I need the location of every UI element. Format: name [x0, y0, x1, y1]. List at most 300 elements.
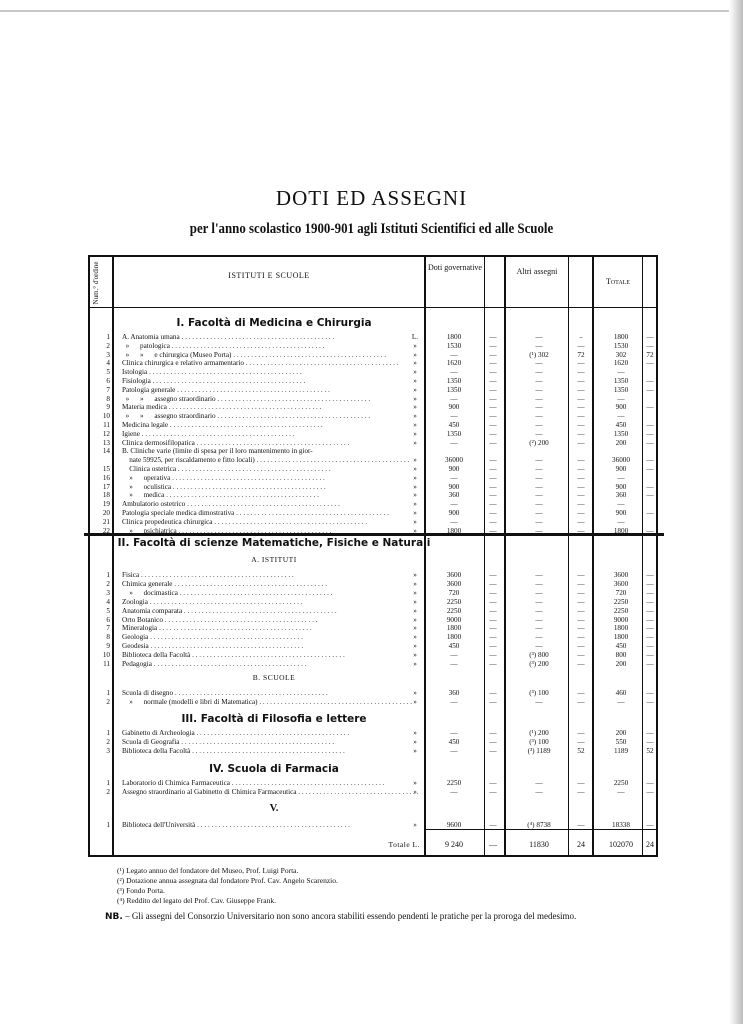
- totale-cents: —: [646, 729, 654, 737]
- altri-value: —: [535, 465, 543, 473]
- doti-cents: —: [489, 588, 497, 597]
- currency-mark: »: [413, 787, 417, 796]
- altri-value: —: [535, 403, 543, 412]
- row-number: 1: [106, 729, 110, 737]
- doti-cents: —: [489, 633, 497, 642]
- doti-cents: —: [489, 660, 497, 668]
- doti-cents: —: [489, 597, 497, 606]
- altri-value: —: [535, 615, 543, 624]
- doti-value: 1800: [446, 633, 462, 642]
- doti-cents: —: [489, 385, 497, 394]
- altri-value: —: [535, 509, 543, 517]
- row-number: 6: [106, 615, 110, 624]
- doti-value: 3600: [446, 571, 462, 579]
- altri-value: —: [535, 377, 543, 385]
- page-title: DOTI ED ASSEGNI: [275, 186, 468, 210]
- doti-value: 9600: [446, 821, 462, 829]
- table-row: [90, 368, 656, 376]
- section-title: III. Facoltà di Filosofia e lettere: [181, 713, 367, 725]
- altri-value: —: [535, 412, 543, 421]
- doti-cents: —: [489, 651, 497, 660]
- row-number: 6: [106, 377, 110, 385]
- row-label: » medica . . .: [122, 491, 418, 499]
- currency-mark: »: [413, 746, 417, 755]
- table-row: [90, 660, 656, 668]
- row-label: Geodesia . . .: [122, 642, 418, 650]
- doti-cents: —: [489, 624, 497, 633]
- row-label: Biblioteca della Facoltà . . .: [122, 651, 418, 659]
- scan-top-edge: [0, 10, 743, 12]
- row-label: A. Anatomia umana . . .: [122, 333, 418, 341]
- totale-cents: —: [646, 697, 654, 706]
- currency-mark: »: [413, 509, 417, 517]
- totale-cents: —: [646, 588, 654, 597]
- totale-value: 450: [615, 421, 627, 429]
- total-altri-cents: 24: [577, 840, 585, 849]
- table-row: [90, 571, 656, 579]
- totale-value: —: [617, 787, 625, 796]
- table-row: [90, 689, 656, 697]
- row-label: Scuola di disegno . . .: [122, 689, 418, 697]
- row-number: 1: [106, 779, 110, 787]
- row-number: 17: [102, 482, 110, 491]
- doti-value: —: [450, 394, 458, 403]
- row-label: Assegno straordinario al Gabinetto di Chimica Farmaceutica . . .: [122, 788, 418, 796]
- table-row: [90, 351, 656, 359]
- totale-cents: —: [646, 737, 654, 746]
- currency-mark: »: [413, 697, 417, 706]
- currency-mark: »: [413, 517, 417, 526]
- footnote: (³) Fondo Porta.: [117, 886, 165, 895]
- row-number: 1: [106, 333, 110, 341]
- totale-cents: —: [646, 606, 654, 615]
- currency-mark: »: [413, 526, 417, 535]
- table-row: [90, 465, 656, 473]
- currency-mark: »: [413, 689, 417, 697]
- totale-value: 360: [615, 491, 627, 500]
- row-label: Geologia . . .: [122, 633, 418, 641]
- altri-cents: —: [577, 597, 585, 606]
- row-label: Biblioteca dell'Università . . .: [122, 821, 418, 829]
- doti-cents: —: [489, 606, 497, 615]
- doti-cents: —: [489, 421, 497, 429]
- doti-value: 1530: [446, 341, 462, 350]
- doti-cents: —: [489, 377, 497, 385]
- totale-value: 1530: [613, 341, 629, 350]
- doti-value: 450: [448, 737, 460, 746]
- totale-cents: —: [646, 341, 654, 350]
- currency-mark: »: [413, 403, 417, 412]
- nota-bene: [105, 910, 657, 923]
- row-number: 19: [102, 500, 110, 509]
- altri-value: (³) 1189: [527, 746, 551, 755]
- totale-cents: —: [646, 642, 654, 651]
- subsection-title: A. ISTITUTI: [251, 555, 297, 564]
- totale-value: 1800: [613, 333, 629, 341]
- doti-value: —: [450, 651, 458, 660]
- table-row: [90, 421, 656, 429]
- altri-cents: —: [577, 438, 585, 447]
- doti-value: 1800: [446, 624, 462, 633]
- doti-value: —: [450, 500, 458, 509]
- totale-cents: —: [646, 491, 654, 500]
- altri-cents: —: [577, 526, 585, 535]
- altri-cents: —: [577, 394, 585, 403]
- doti-value: —: [450, 746, 458, 755]
- header-totale: Totale: [605, 277, 631, 286]
- totale-value: 1350: [613, 377, 629, 385]
- table-row: [90, 509, 656, 517]
- currency-mark: »: [413, 350, 417, 359]
- row-number: 14: [102, 447, 110, 456]
- total-totale-cents: 24: [646, 840, 654, 849]
- currency-mark: »: [413, 500, 417, 509]
- doti-cents: —: [489, 579, 497, 588]
- doti-value: 1350: [446, 385, 462, 394]
- totale-value: 1350: [613, 429, 629, 438]
- row-label: Zoologia . . .: [122, 598, 418, 606]
- doti-value: —: [450, 412, 458, 421]
- totale-value: 900: [615, 482, 627, 491]
- currency-mark: »: [413, 642, 417, 651]
- currency-mark: »: [413, 421, 417, 429]
- totale-value: 1800: [613, 633, 629, 642]
- doti-cents: —: [489, 456, 497, 465]
- table-row: [90, 447, 656, 455]
- table-row: [90, 729, 656, 737]
- currency-mark: »: [413, 737, 417, 746]
- table-row: [90, 483, 656, 491]
- table-row: [90, 439, 656, 447]
- totale-cents: —: [646, 333, 654, 341]
- totale-value: 302: [615, 350, 627, 359]
- doti-value: 1620: [446, 359, 462, 368]
- row-number: 3: [106, 588, 110, 597]
- row-label: Anatomia comparata . . .: [122, 607, 418, 615]
- doti-value: 3600: [446, 579, 462, 588]
- doti-value: 36000: [445, 456, 463, 465]
- altri-cents: —: [577, 359, 585, 368]
- altri-value: (³) 800: [529, 651, 549, 660]
- footnote: (⁴) Reddito del legato del Prof. Cav. Giuseppe Frank.: [117, 896, 276, 905]
- table-row: [90, 430, 656, 438]
- totale-cents: —: [646, 633, 654, 642]
- row-number: 2: [106, 697, 110, 706]
- table-row: [90, 580, 656, 588]
- doti-value: 720: [448, 588, 460, 597]
- doti-cents: —: [489, 465, 497, 473]
- currency-mark: »: [413, 429, 417, 438]
- doti-value: —: [450, 787, 458, 796]
- altri-value: —: [535, 526, 543, 535]
- altri-cents: —: [577, 660, 585, 668]
- altri-cents: —: [577, 517, 585, 526]
- totale-cents: —: [646, 779, 654, 787]
- totale-cents: —: [646, 359, 654, 368]
- row-number: 11: [103, 421, 110, 429]
- totale-value: 800: [615, 651, 627, 660]
- altri-value: —: [535, 482, 543, 491]
- currency-mark: »: [413, 571, 417, 579]
- altri-value: —: [535, 341, 543, 350]
- altri-cents: —: [577, 821, 585, 829]
- row-label: Fisica . . .: [122, 571, 418, 579]
- doti-value: 900: [448, 509, 460, 517]
- totale-cents: —: [646, 377, 654, 385]
- doti-cents: —: [489, 438, 497, 447]
- doti-value: 2250: [446, 606, 462, 615]
- footnote: (²) Dotazione annua assegnata dal fondatore Prof. Cav. Angelo Scarenzio.: [117, 876, 338, 885]
- row-label: nate 59925, per riscaldamento e fitto locali) . . .: [122, 456, 418, 464]
- nb-text: – Gli assegni del Consorzio Universitario non sono ancora stabiliti essendo pendenti le pratiche per la proroga del medesimo.: [125, 911, 577, 921]
- table-row: [90, 589, 656, 597]
- doti-value: 2250: [446, 597, 462, 606]
- doti-cents: —: [489, 359, 497, 368]
- doti-value: 360: [448, 491, 460, 500]
- row-label: Chimica generale . . .: [122, 580, 418, 588]
- totale-value: —: [617, 368, 625, 377]
- row-number: 5: [106, 606, 110, 615]
- doti-value: 450: [448, 642, 460, 651]
- totale-cents: —: [646, 403, 654, 412]
- altri-value: —: [535, 421, 543, 429]
- altri-value: (³) 100: [529, 737, 549, 746]
- currency-mark: »: [413, 579, 417, 588]
- altri-value: —: [535, 642, 543, 651]
- row-label: Igiene . . .: [122, 430, 418, 438]
- currency-mark: »: [413, 651, 417, 660]
- totale-value: 1350: [613, 385, 629, 394]
- doti-cents: —: [489, 571, 497, 579]
- altri-value: —: [535, 606, 543, 615]
- altri-cents: —: [577, 421, 585, 429]
- table-row: [90, 651, 656, 659]
- row-number: 18: [102, 491, 110, 500]
- currency-mark: »: [413, 482, 417, 491]
- doti-value: 9000: [446, 615, 462, 624]
- totale-value: 1189: [613, 746, 629, 755]
- doti-cents: —: [489, 333, 497, 341]
- totale-value: 900: [615, 509, 627, 517]
- currency-mark: »: [413, 385, 417, 394]
- totale-value: 1800: [613, 624, 629, 633]
- row-label: Mineralogia . . .: [122, 624, 418, 632]
- doti-value: —: [450, 350, 458, 359]
- totale-value: —: [617, 473, 625, 482]
- currency-mark: »: [413, 779, 417, 787]
- row-label: Pedagogia . . .: [122, 660, 418, 668]
- totale-value: 2250: [613, 779, 629, 787]
- altri-cents: —: [577, 779, 585, 787]
- totale-value: —: [617, 394, 625, 403]
- doti-cents: —: [489, 642, 497, 651]
- currency-mark: »: [413, 624, 417, 633]
- altri-cents: —: [577, 491, 585, 500]
- table-row: [90, 359, 656, 367]
- doti-value: —: [450, 517, 458, 526]
- doti-value: —: [450, 697, 458, 706]
- row-label: Scuola di Geografia . . .: [122, 738, 418, 746]
- row-number: 7: [106, 385, 110, 394]
- doti-value: 1800: [446, 526, 462, 535]
- currency-mark: »: [413, 377, 417, 385]
- row-label: » operativa . . .: [122, 474, 418, 482]
- currency-mark: »: [413, 456, 417, 465]
- section-title: I. Facoltà di Medicina e Chirurgia: [176, 317, 372, 329]
- totale-cents: —: [646, 429, 654, 438]
- altri-cents: —: [577, 588, 585, 597]
- row-label: » docimastica . . .: [122, 589, 418, 597]
- altri-cents: —: [577, 385, 585, 394]
- doti-cents: —: [489, 394, 497, 403]
- row-label: » normale (modelli e libri di Matematica) . . .: [122, 698, 418, 706]
- doti-cents: —: [489, 473, 497, 482]
- doti-cents: —: [489, 746, 497, 755]
- row-label: » » assegno straordinario . . .: [122, 412, 418, 420]
- row-label: Gabinetto di Archeologia . . .: [122, 729, 418, 737]
- doti-value: 1350: [446, 377, 462, 385]
- row-label: » » assegno straordinario . . .: [122, 395, 418, 403]
- totale-value: 200: [615, 660, 627, 668]
- altri-value: —: [535, 579, 543, 588]
- altri-cents: —: [577, 429, 585, 438]
- subsection-title: B. SCUOLE: [252, 673, 296, 682]
- currency-mark: L.: [411, 333, 419, 341]
- doti-value: —: [450, 438, 458, 447]
- doti-cents: —: [489, 689, 497, 697]
- currency-mark: »: [413, 729, 417, 737]
- row-number: 22: [102, 526, 110, 535]
- doti-value: 450: [448, 421, 460, 429]
- altri-value: —: [535, 500, 543, 509]
- row-label: Fisiologia . . .: [122, 377, 418, 385]
- totale-cents: —: [646, 615, 654, 624]
- row-label: Laboratorio di Chimica Farmaceutica . . .: [122, 779, 418, 787]
- totale-value: —: [617, 412, 625, 421]
- doti-value: 900: [448, 403, 460, 412]
- currency-mark: »: [413, 660, 417, 668]
- scan-right-edge: [729, 0, 743, 1024]
- totale-cents: —: [646, 689, 654, 697]
- row-number: 8: [106, 633, 110, 642]
- totale-value: —: [617, 697, 625, 706]
- table-row: [90, 779, 656, 787]
- totale-value: 2250: [613, 597, 629, 606]
- row-number: 8: [106, 394, 110, 403]
- row-label: Patologia speciale medica dimostrativa . . .: [122, 509, 418, 517]
- totale-cents: —: [646, 465, 654, 473]
- totale-value: —: [617, 517, 625, 526]
- altri-cents: —: [577, 571, 585, 579]
- doti-value: 900: [448, 465, 460, 473]
- row-label: Clinica propedeutica chirurgica . . .: [122, 518, 418, 526]
- altri-cents: –: [579, 333, 583, 341]
- row-number: 9: [106, 642, 110, 651]
- doti-value: 900: [448, 482, 460, 491]
- totale-cents: —: [646, 579, 654, 588]
- altri-value: —: [535, 624, 543, 633]
- row-label: Clinica dermosifilopatica . . .: [122, 439, 418, 447]
- altri-cents: —: [577, 615, 585, 624]
- row-label: Ambulatorio ostetrico . . .: [122, 500, 418, 508]
- section-title: II. Facoltà di scienze Matematiche, Fisiche e Naturali: [117, 537, 431, 549]
- altri-cents: —: [577, 465, 585, 473]
- totale-value: 9000: [613, 615, 629, 624]
- table-row: [90, 747, 656, 755]
- total-altri: 11830: [529, 840, 549, 849]
- totale-cents: —: [646, 571, 654, 579]
- table-row: [90, 342, 656, 350]
- totale-value: 2250: [613, 606, 629, 615]
- altri-cents: —: [577, 737, 585, 746]
- altri-cents: 52: [577, 746, 585, 755]
- header-num-ordine: Num.° d'ordine: [92, 261, 100, 305]
- table-row: [90, 616, 656, 624]
- currency-mark: »: [413, 606, 417, 615]
- totale-value: 720: [615, 588, 627, 597]
- table-row: [90, 395, 656, 403]
- totale-cents: —: [646, 385, 654, 394]
- currency-mark: »: [413, 821, 417, 829]
- row-number: 4: [106, 597, 110, 606]
- table-row: [90, 624, 656, 632]
- row-label: » psichiatrica . . .: [122, 527, 418, 535]
- doti-cents: —: [489, 350, 497, 359]
- doti-cents: —: [489, 509, 497, 517]
- altri-value: (¹) 200: [529, 729, 549, 737]
- row-number: 11: [103, 660, 110, 668]
- table-row: [90, 607, 656, 615]
- currency-mark: »: [413, 394, 417, 403]
- table-row: [90, 598, 656, 606]
- altri-cents: —: [577, 368, 585, 377]
- header-istituti: ISTITUTI E SCUOLE: [228, 271, 310, 280]
- doti-cents: —: [489, 403, 497, 412]
- row-number: 1: [106, 689, 110, 697]
- totals-label: Totale L.: [388, 840, 420, 849]
- altri-value: (²) 200: [529, 438, 549, 447]
- altri-value: —: [535, 333, 543, 341]
- altri-value: —: [535, 456, 543, 465]
- row-label: Istologia . . .: [122, 368, 418, 376]
- altri-value: —: [535, 571, 543, 579]
- altri-value: —: [535, 491, 543, 500]
- row-number: 9: [106, 403, 110, 412]
- table-row: [90, 403, 656, 411]
- row-label: Materia medica . . .: [122, 403, 418, 411]
- totale-cents: —: [646, 438, 654, 447]
- doti-value: —: [450, 660, 458, 668]
- row-label: Biblioteca della Facoltà . . .: [122, 747, 418, 755]
- altri-cents: —: [577, 403, 585, 412]
- table-row: [90, 518, 656, 526]
- row-number: 20: [102, 509, 110, 517]
- doti-cents: —: [489, 341, 497, 350]
- table-row: [90, 633, 656, 641]
- totale-cents: 52: [646, 746, 654, 755]
- doti-cents: —: [489, 491, 497, 500]
- nb-label: NB.: [105, 912, 123, 922]
- doti-cents: —: [489, 737, 497, 746]
- totale-value: 900: [615, 403, 627, 412]
- totals-row: [90, 839, 656, 851]
- doti-cents: —: [489, 697, 497, 706]
- altri-cents: —: [577, 787, 585, 796]
- doti-cents: —: [489, 615, 497, 624]
- altri-value: (³) 200: [529, 660, 549, 668]
- doti-cents: —: [489, 517, 497, 526]
- table-row: [90, 456, 656, 464]
